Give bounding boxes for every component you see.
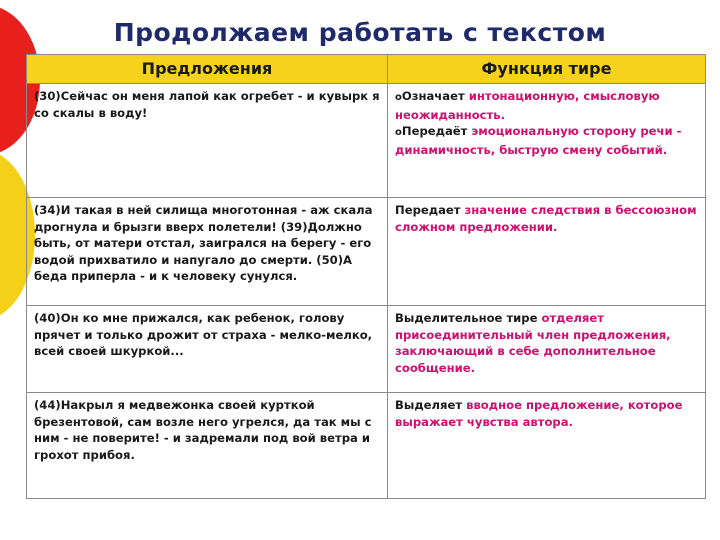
table-header-row xyxy=(27,55,706,84)
function-item: Передает значение следствия в бессоюзном сложном предложении. xyxy=(395,203,697,234)
function-cell xyxy=(388,306,706,393)
slide-title: Продолжаем работать с текстом xyxy=(113,18,607,47)
function-cell xyxy=(388,198,706,306)
table-row xyxy=(27,393,706,499)
sentence-cell: (30)Сейчас он меня лапой как огребет - и кувырк я со скалы в воду! xyxy=(27,84,388,198)
header-dash-function: Функция тире xyxy=(388,55,706,84)
sentence-cell: (34)И такая в ней силища многотонная - аж скала дрогнула и брызги вверх полетели! (39)Должно быть, от матери отстал, заигрался на берегу - его водой прихватило и напугало до смерти. (50)А беда приперла - и к человеку сунулся. xyxy=(27,198,388,306)
header-sentences: Предложения xyxy=(27,55,388,84)
table-row xyxy=(27,84,706,198)
function-item: Выделяет вводное предложение, которое выражает чувства автора. xyxy=(395,398,683,429)
sentence-cell: (40)Он ко мне прижался, как ребенок, голову прячет и только дрожит от страха - мелко-мелко, всей своей шкуркой... xyxy=(27,306,388,393)
table-row xyxy=(27,306,706,393)
bullet-icon: o xyxy=(395,127,402,138)
function-item: Выделительное тире отделяет присоединительный член предложения, заключающий в себе дополнительное сообщение. xyxy=(395,311,671,375)
bullet-icon: o xyxy=(395,92,402,103)
function-item: oОзначает интонационную, смысловую неожиданность. xyxy=(395,89,660,122)
sentence-cell: (44)Накрыл я медвежонка своей курткой брезентовой, сам возле него угрелся, да так мы с ним - не поверите! - и задремали под вой ветра и грохот прибоя. xyxy=(27,393,388,499)
function-cell xyxy=(388,393,706,499)
function-item: oПередаёт эмоциональную сторону речи - динамичность, быструю смену событий. xyxy=(395,124,682,157)
table-row xyxy=(27,198,706,306)
function-cell xyxy=(388,84,706,198)
analysis-table xyxy=(26,54,706,499)
